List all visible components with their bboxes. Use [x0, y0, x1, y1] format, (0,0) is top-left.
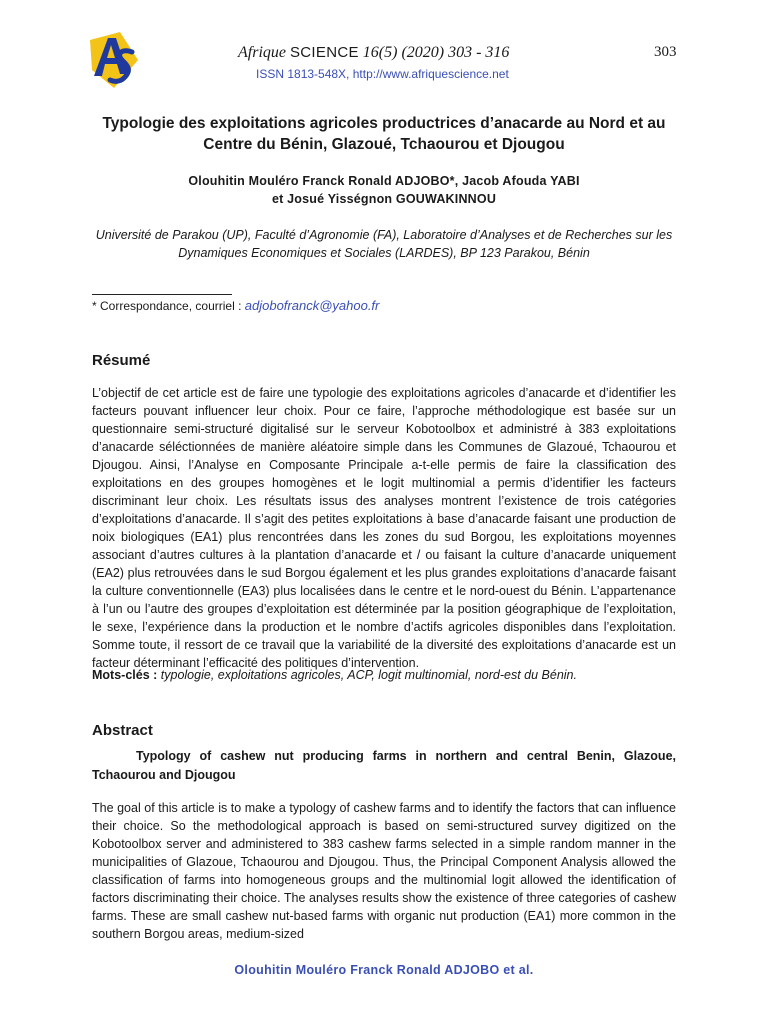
- issn-url-line[interactable]: ISSN 1813-548X, http://www.afriquescience.net: [256, 67, 509, 81]
- correspondence-email[interactable]: adjobofranck@yahoo.fr: [244, 298, 380, 313]
- abstract-text: The goal of this article is to make a typology of cashew farms and to identify the factors that can influence their choice. So the methodological approach is based on semi-structured survey digitized on the Kobotoolbox server and administered to 383 cashew farms selected in a simple random manner in the municipalities of Glazoue, Tchaourou and Djougou. Thus, the Principal Component Analysis allowed the classification of farms into homogeneous groups and the multinomial logit allowed the identification of factors discriminating their choice. The analyses results show the existence of three categories of cashew farms. These are small cashew nut-based farms with organic nut production (EA1) more common in the southern Borgou areas, medium-sized: [92, 801, 676, 941]
- abstract-heading: Abstract: [92, 722, 153, 739]
- journal-science: SCIENCE: [290, 44, 359, 61]
- authors-line-1: Olouhitin Mouléro Franck Ronald ADJOBO*, Jacob Afouda YABI: [188, 174, 580, 188]
- authors-line-2: et Josué Yisségnon GOUWAKINNOU: [271, 192, 497, 206]
- abstract-title: Typology of cashew nut producing farms in northern and central Benin, Glazoue, Tchaourou and Djougou: [92, 749, 676, 782]
- journal-citation: [238, 44, 509, 62]
- resume-heading: Résumé: [92, 352, 151, 369]
- keywords-label: Mots-clés :: [92, 668, 158, 682]
- author-list: [92, 172, 676, 208]
- journal-name: Afrique: [238, 44, 286, 61]
- affiliation: Université de Parakou (UP), Faculté d’Agronomie (FA), Laboratoire d’Analyses et de Recherches sur les Dynamiques Economiques et Sociales (LARDES), BP 123 Parakou, Bénin: [95, 228, 673, 260]
- journal-logo: [86, 30, 142, 90]
- journal-volume: 16(5) (2020) 303 - 316: [362, 44, 510, 61]
- page-number: 303: [654, 44, 677, 60]
- keywords-text: typologie, exploitations agricoles, ACP, logit multinomial, nord-est du Bénin.: [160, 668, 577, 682]
- footnote-rule: [92, 294, 232, 295]
- keywords: [92, 666, 676, 684]
- article-title: Typologie des exploitations agricoles productrices d’anacarde au Nord et au Centre du Bénin, Glazoué, Tchaourou et Djougou: [102, 115, 666, 153]
- running-footer-author: Olouhitin Mouléro Franck Ronald ADJOBO et al.: [234, 963, 534, 977]
- footnote-label: * Correspondance, courriel :: [92, 299, 242, 313]
- resume-text: L’objectif de cet article est de faire une typologie des exploitations agricoles d’anacarde et d’identifier les facteurs pouvant influencer leur choix. Pour ce faire, l’approche méthodologique est basée sur un questionnaire semi-structuré digitalisé sur le serveur Kobotoolbox et administré à 383 exploitations d’anacarde séléctionnées de manière aléatoire simple dans les Communes de Glazoué, Tchaourou et Djougou. Ainsi, l’Analyse en Composante Principale a-t-elle permis de faire la classification des exploitations en des groupes homogènes et le logit multinomial a permis d’identifier les facteurs discriminant leur choix. Les résultats issus des analyses montrent l’existence de trois catégories d’exploitations d’anacarde. Il s’agit des petites exploitations à base d’anacarde faisant une production de noix biologiques (EA1) plus rencontrées dans les zones du sud Borgou, les exploitations moyennes associant d’autres cultures à la plantation d’anacarde et / ou faisant la culture d’anacarde uniquement (EA2) plus retrouvées dans le sud Borgou également et les plus grandes exploitations d’anacarde faisant la culture conventionnelle (EA3) plus localisées dans le centre et le nord-ouest du Bénin. L’appartenance à l’un ou l’autre des groupes d’exploitation est déterminée par la position géographique de l’exploitation, le sexe, l’expérience dans la production et le nombre d’actifs agricoles disponibles dans l’exploitation. Somme toute, il ressort de ce travail que la variabilité de la diversité des exploitations d’anacarde est un facteur déterminant l’efficacité des politiques d’intervention.: [92, 386, 676, 670]
- correspondence-footnote: [92, 298, 379, 313]
